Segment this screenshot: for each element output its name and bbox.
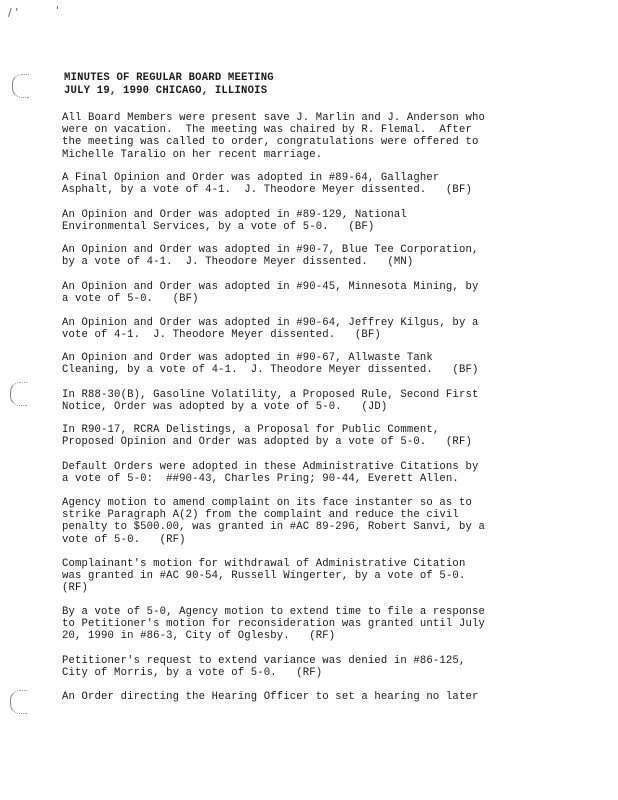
paragraph: An Opinion and Order was adopted in #89-129, National Environmental Services, by a vote of 5-0. (BF) (62, 209, 407, 234)
paragraph: An Opinion and Order was adopted in #90-67, Allwaste Tank Cleaning, by a vote of 4-1. J. Theodore Meyer dissented. (BF) (62, 352, 479, 377)
paragraph: Agency motion to amend complaint on its face instanter so as to strike Paragraph A(2) from the complaint and reduce the civil penalty to $500.00, was granted in #AC 89-296, Robert Sanvi, by a vote of 5-0. (RF) (62, 497, 485, 546)
paragraph: An Order directing the Hearing Officer to set a hearing no later (62, 691, 479, 703)
paragraph: In R90-17, RCRA Delistings, a Proposal for Public Comment, Proposed Opinion and Order was adopted by a vote of 5-0. (RF) (62, 424, 472, 449)
header-title: MINUTES OF REGULAR BOARD MEETING (64, 72, 274, 84)
paragraph: Petitioner's request to extend variance was denied in #86-125, City of Morris, by a vote of 5-0. (RF) (62, 655, 466, 680)
paragraph: By a vote of 5-0, Agency motion to extend time to file a response to Petitioner's motion for reconsideration was granted until July 20, 1990 in #86-3, City of Oglesby. (RF) (62, 606, 485, 643)
punch-hole-mark (10, 690, 27, 714)
document-header (64, 72, 274, 98)
punch-hole-mark (12, 74, 29, 98)
paragraph: All Board Members were present save J. Marlin and J. Anderson who were on vacation. The meeting was chaired by R. Flemal. After the meeting was called to order, congratulations were offered to Michelle Taralio on her recent marriage. (62, 112, 485, 161)
header-date-location: JULY 19, 1990 CHICAGO, ILLINOIS (64, 85, 268, 97)
paragraph: An Opinion and Order was adopted in #90-45, Minnesota Mining, by a vote of 5-0. (BF) (62, 281, 479, 306)
scan-mark-dot: ' (56, 4, 60, 17)
paragraph: Complainant's motion for withdrawal of Administrative Citation was granted in #AC 90-54, Russell Wingerter, by a vote of 5-0. (RF) (62, 558, 466, 595)
paragraph: In R88-30(B), Gasoline Volatility, a Proposed Rule, Second First Notice, Order was adopted by a vote of 5-0. (JD) (62, 389, 479, 414)
punch-hole-mark (10, 382, 27, 406)
paragraph: An Opinion and Order was adopted in #90-7, Blue Tee Corporation, by a vote of 4-1. J. Theodore Meyer dissented. (MN) (62, 244, 479, 269)
paragraph: An Opinion and Order was adopted in #90-64, Jeffrey Kilgus, by a vote of 4-1. J. Theodore Meyer dissented. (BF) (62, 317, 479, 342)
scan-mark: / ' (8, 6, 19, 19)
paragraph: Default Orders were adopted in these Administrative Citations by a vote of 5-0: ##90-43, Charles Pring; 90-44, Everett Allen. (62, 461, 479, 486)
paragraph: A Final Opinion and Order was adopted in #89-64, Gallagher Asphalt, by a vote of 4-1. J. Theodore Meyer dissented. (BF) (62, 172, 472, 197)
